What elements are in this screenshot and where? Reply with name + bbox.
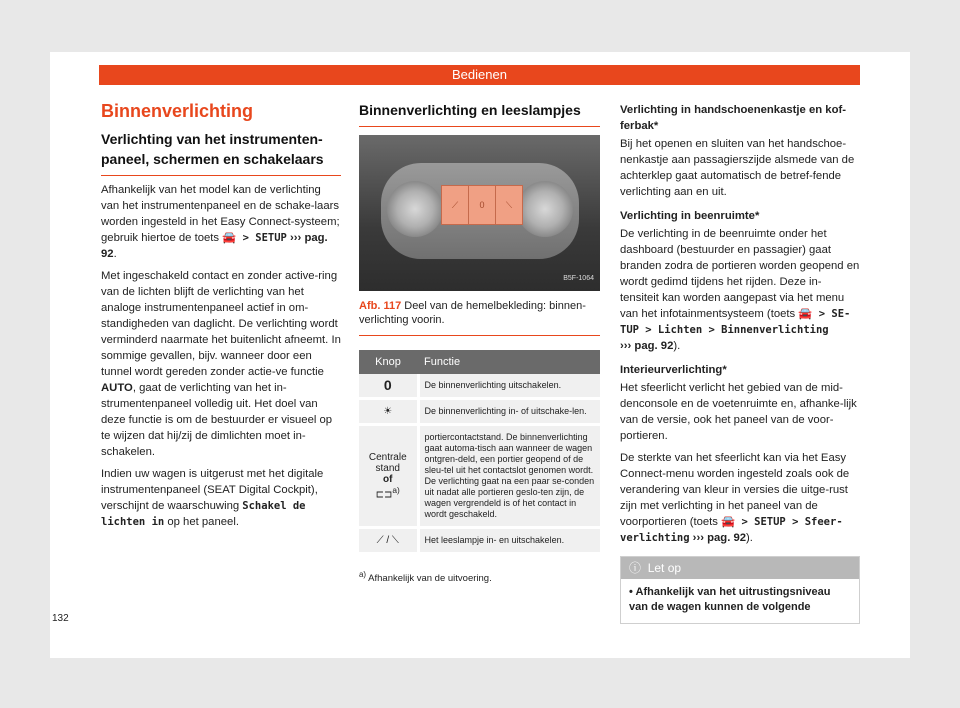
note-header: ⓘ Let op <box>621 557 859 579</box>
table-row: Centrale stand of ⊏⊐$^{a)}$ portiercontactstand. De binnenverlichting gaat automa-tisch aan wanneer de wagen ontgren-deld, een portier geopend of de sleu-tel uit het contactslot genomen wordt. De verlichting gaat na een paar se-conden uit nadat alle portieren geslo-ten zijn, de wagen vergrendeld is of het contact in wordt geschakeld. <box>359 425 600 528</box>
info-icon: ⓘ <box>629 561 642 575</box>
header-functie: Functie <box>418 350 600 374</box>
door-contact-icon: ⊏⊐ <box>375 489 393 501</box>
paragraph-footwell: De verlichting in de beenruimte onder het dashboard (bestuurder en passagier) gaat branden zodra de portieren worden geopend en wordt gedimd tijdens het rijden. Deze in-tensiteit kan worden aangepast via het menu van het infotainmentsysteem (toets 🚘 > SE-TUP > Lichten > Binnenverlichting ››› pag. 92). <box>620 228 860 352</box>
table-row: 0 De binnenverlichting uitschakelen. <box>359 374 600 399</box>
table-row: ⟋ / ⟍ Het leeslampje in- en uitschakelen. <box>359 528 600 554</box>
heading-footwell: Verlichting in beenruimte* <box>620 210 760 222</box>
header-knop: Knop <box>359 350 418 374</box>
car-icon: 🚘 <box>222 232 237 244</box>
column-middle <box>359 98 600 587</box>
roof-console <box>381 163 579 259</box>
figure-photo <box>359 135 600 291</box>
table-header <box>359 350 600 374</box>
menu-path: > SE-TUP > Lichten > Binnenverlichting <box>620 308 851 336</box>
warning-message: Schakel de lichten in <box>101 500 306 528</box>
paragraph-ambient-2: De sterkte van het sfeerlicht kan via het Easy Connect-menu worden ingesteld zoals ook de verandering van kleur in versies die uitge-rust zijn met verlichting in het paneel van de voorportieren (toets 🚘 > SETUP > Sfeer-verlichting ››› pag. 92). <box>620 452 850 544</box>
paragraph-ambient-1: Het sfeerlicht verlicht het gebied van de mid-denconsole en de voetenruimte en, afhanke-lijk van de versie, ook het paneel van de voor-portieren. <box>620 382 857 442</box>
reading-lamp-left <box>387 181 443 237</box>
page-reference-link[interactable]: ››› pag. 92 <box>620 340 674 352</box>
off-button-icon: 0 <box>468 185 496 225</box>
reading-light-icon: ⟋ / ⟍ <box>359 528 418 554</box>
page-reference-link[interactable]: ››› pag. 92 <box>689 532 747 544</box>
auto-icon: AUTO <box>101 382 133 394</box>
car-icon: 🚘 <box>721 516 736 528</box>
central-position-cell: Centrale stand of ⊏⊐$^{a)}$ <box>359 425 418 528</box>
paragraph-2: Met ingeschakeld contact en zonder active-ring van de lichten blijft de verlichting van het analoge instrumentenpaneel actief in om-standigheden van daglicht. De verlichting wordt verminderd naarmate het buitenlicht afneemt. In sommige gevallen, bijv. wanneer door een tunnel wordt gereden zonder actie-ve functie AUTO, gaat de verlichting van het in-strumentenpaneel volledig uit. Het doel van deze functie is om de bestuurder er visueel op te wijzen dat hij/zij de dimlichten moet in-schakelen. <box>101 270 341 458</box>
page-reference-link[interactable]: ››› pag. 92 <box>101 232 328 260</box>
figure-caption: Afb. 117 Deel van de hemelbekleding: binnen-verlichting voorin. <box>359 299 600 336</box>
photo-code: B5F-1064 <box>563 275 594 282</box>
manual-page <box>50 52 910 658</box>
interior-light-icon: ☀ <box>359 399 418 425</box>
off-icon: 0 <box>359 374 418 399</box>
page-title: Binnenverlichting <box>101 101 254 121</box>
light-buttons <box>441 185 521 225</box>
paragraph-glovebox: Bij het openen en sluiten van het handschoe-nenkastje aan passagierszijde alsmede van de achterklep gaat automatisch de betref-fende verlichting aan en uit. <box>620 138 855 198</box>
reading-lamp-right <box>517 181 573 237</box>
table-row: ☀ De binnenverlichting in- of uitschake-len. <box>359 399 600 425</box>
reading-light-left-icon: ⟋ <box>441 185 469 225</box>
heading-ambient: Interieurverlichting* <box>620 364 727 376</box>
paragraph-3: Indien uw wagen is uitgerust met het digitale instrumentenpaneel (SEAT Digital Cockpit), verschijnt de waarschuwing Schakel de lichten in op het paneel. <box>101 468 324 528</box>
column-right <box>620 98 860 624</box>
section-header: Bedienen <box>99 65 860 85</box>
paragraph-1: Afhankelijk van het model kan de verlichting van het instrumentenpaneel en de schake-laars worden ingesteld in het Easy Connect-systeem; gebruik hiertoe de toets 🚘 > SETUP ››› pag. 92. <box>101 184 340 260</box>
page-number: 132 <box>52 613 69 624</box>
menu-path: > SETUP <box>236 232 287 244</box>
section-title: Binnenverlichting en leeslampjes <box>359 100 600 127</box>
heading-glovebox: Verlichting in handschoenenkastje en kof-ferbak* <box>620 104 846 132</box>
function-table <box>359 350 600 555</box>
figure-label: Afb. 117 <box>359 300 402 312</box>
section-subtitle: Verlichting van het instrumenten-paneel, schermen en schakelaars <box>101 129 341 176</box>
footnote: $^{a)}$ Afhankelijk van de uitvoering. <box>359 570 492 585</box>
note-box <box>620 556 860 624</box>
menu-path: > SETUP > Sfeer-verlichting <box>620 516 843 544</box>
car-icon: 🚘 <box>798 308 813 320</box>
note-body: • Afhankelijk van het uitrustingsniveau van de wagen kunnen de volgende <box>629 586 831 613</box>
reading-light-right-icon: ⟍ <box>495 185 523 225</box>
column-left <box>101 98 341 536</box>
